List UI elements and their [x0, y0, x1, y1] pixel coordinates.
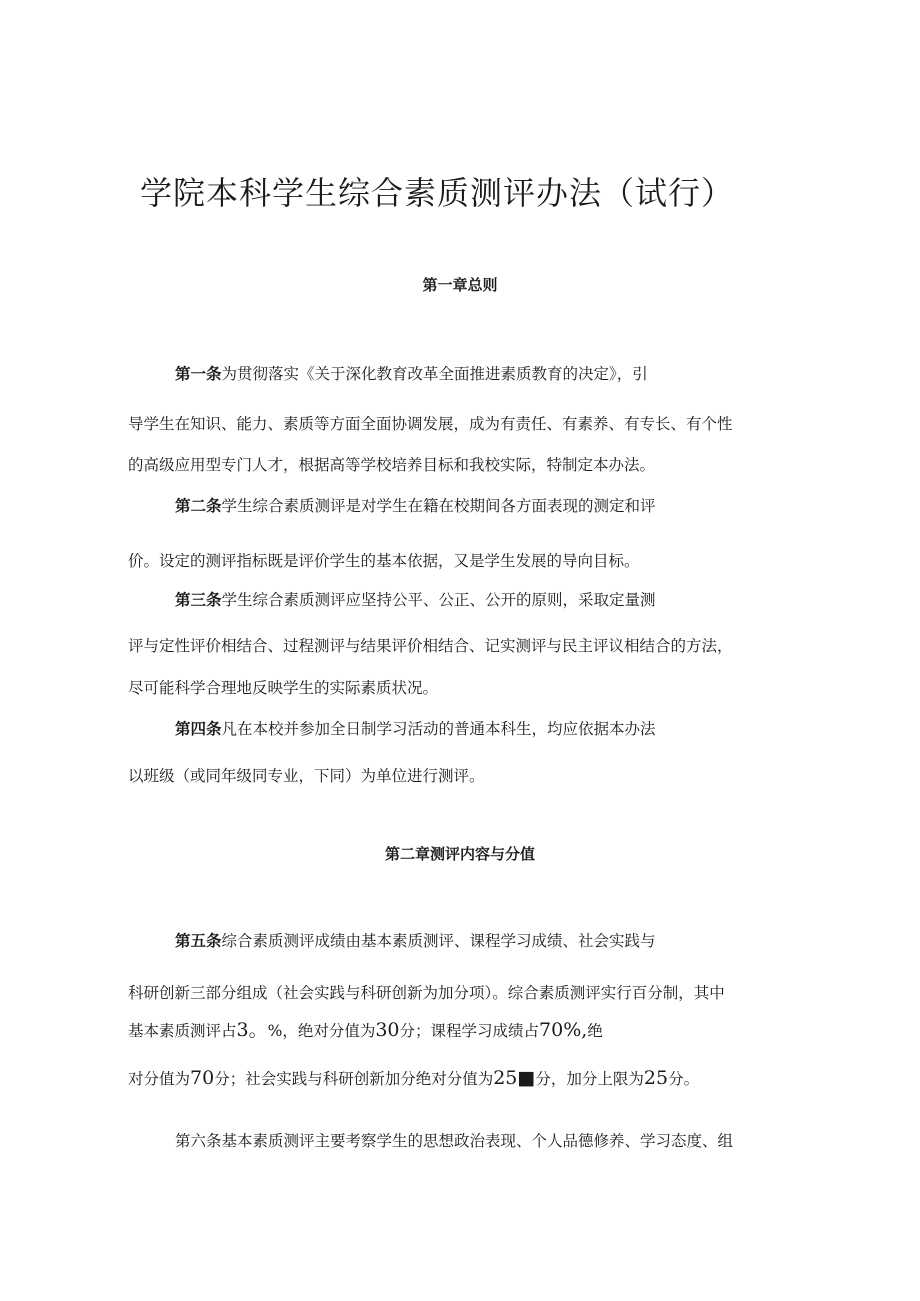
- article-1-line-1: [175, 364, 648, 384]
- article-4-line-1: [175, 719, 656, 739]
- article-6-line-1: 第六条基本素质测评主要考察学生的思想政治表现、个人品德修养、学习态度、组: [175, 1132, 734, 1150]
- number-segment: 3。: [236, 1019, 268, 1041]
- number-segment: 70%,: [539, 1019, 588, 1041]
- article-1-line-2: 导学生在知识、能力、素质等方面全面协调发展，成为有责任、有素养、有专长、有个性: [128, 415, 733, 433]
- article-3-text-1: 学生综合素质测评应坚持公平、公正、公开的原则，采取定量测: [221, 591, 656, 609]
- article-2-text-1: 学生综合素质测评是对学生在籍在校期间各方面表现的测定和评: [221, 497, 656, 515]
- article-4-text-1: 凡在本校并参加全日制学习活动的普通本科生，均应依据本办法: [221, 720, 656, 738]
- article-2-line-2: 价。设定的测评指标既是评价学生的基本依据，又是学生发展的导向目标。: [128, 552, 640, 570]
- text-segment: 分；课程学习成绩占: [399, 1022, 540, 1040]
- text-segment: %，绝对分值为: [267, 1022, 376, 1040]
- text-segment: 分。: [668, 1070, 700, 1088]
- article-5-line-2: 科研创新三部分组成（社会实践与科研创新为加分项）。综合素质测评实行百分制，其中: [128, 984, 725, 1002]
- article-3-line-3: 尽可能科学合理地反映学生的实际素质状况。: [128, 679, 439, 697]
- article-3-label: 第三条: [175, 591, 222, 609]
- chapter-2-heading: 第二章测评内容与分值: [384, 845, 535, 863]
- text-segment: 对分值为: [128, 1070, 191, 1088]
- number-segment: 30: [375, 1019, 400, 1041]
- article-4-label: 第四条: [175, 720, 222, 738]
- article-5-label: 第五条: [175, 932, 222, 950]
- article-1-label: 第一条: [175, 365, 222, 383]
- text-segment: 分；社会实践与科研创新加分绝对分值为: [214, 1070, 494, 1088]
- article-5-text-1: 综合素质测评成绩由基本素质测评、课程学习成绩、社会实践与: [221, 932, 656, 950]
- article-5-line-4: [128, 1068, 699, 1089]
- text-segment: 基本素质测评占: [128, 1022, 237, 1040]
- article-4-line-2: 以班级（或同年级同专业，下同）为单位进行测评。: [128, 767, 485, 785]
- chapter-1-heading: 第一章总则: [422, 276, 498, 294]
- article-2-label: 第二条: [175, 497, 222, 515]
- article-3-line-1: [175, 590, 656, 610]
- article-3-line-2: 评与定性评价相结合、过程测评与结果评价相结合、记实测评与民主评议相结合的方法，: [128, 637, 733, 655]
- article-1-text-1: 为贯彻落实《关于深化教育改革全面推进素质教育的决定》，引: [221, 365, 648, 383]
- text-segment: 绝: [587, 1022, 603, 1040]
- number-segment: 25■: [493, 1067, 536, 1089]
- number-segment: 25: [643, 1067, 669, 1089]
- article-1-line-3: 的高级应用型专门人才，根据高等学校培养目标和我校实际，特制定本办法。: [128, 456, 656, 474]
- article-5-line-3: [128, 1020, 603, 1041]
- document-title: 学院本科学生综合素质测评办法（试行）: [140, 174, 735, 212]
- number-segment: 70: [190, 1067, 215, 1089]
- article-5-line-1: [175, 931, 656, 951]
- text-segment: 分，加分上限为: [535, 1070, 644, 1088]
- article-2-line-1: [175, 496, 656, 516]
